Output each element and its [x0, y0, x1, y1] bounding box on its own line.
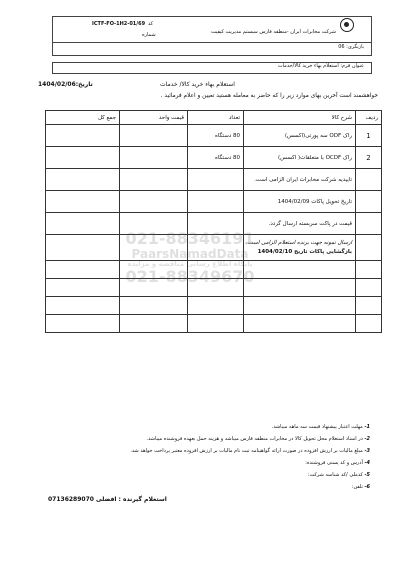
row-quantity: 80 دستگاه	[188, 147, 244, 169]
empty-cell	[356, 191, 382, 213]
request-date: تاریخ:1404/02/06	[38, 81, 93, 88]
empty-cell	[356, 213, 382, 235]
empty-cell	[244, 297, 356, 315]
header-unit-price: قیمت واحد	[120, 111, 188, 125]
table-row	[46, 125, 382, 147]
table-row	[46, 191, 382, 213]
note-line: تاییدیه شرکت مخابرات ایران الزامی است.	[244, 169, 356, 191]
note-text: مبلغ مالیات بر ارزش افزوده در صورت ارائه گواهینامه ثبت نام مالیات بر ارزش افزوده معتبر پرداخت خواهد شد.	[130, 448, 363, 454]
note-number: 3-	[364, 448, 370, 454]
form-title: عنوان فرم: استعلام بهاء خرید کالا/خدمات	[277, 63, 364, 69]
edition-label: شماره	[142, 32, 156, 38]
empty-cell	[356, 235, 382, 261]
empty-cell	[356, 279, 382, 297]
watermark-brand: PaarsNamadData	[131, 246, 249, 261]
company-name: شرکت مخابرات ایران -منطقه فارس سیستم مدیریت کیفیت	[211, 29, 336, 35]
note-line: ارسال نمونه جهت برنده استعلام الزامی است.	[246, 239, 352, 246]
note-text: کدملی /کد شناسه شرکت:	[307, 472, 363, 478]
row-total	[46, 147, 120, 169]
note-number: 6-	[364, 484, 370, 490]
code-label: کد	[148, 21, 154, 27]
row-unit-price	[120, 125, 188, 147]
empty-cell	[188, 191, 244, 213]
header-description: شرح کالا	[244, 111, 356, 125]
header-quantity: تعداد	[188, 111, 244, 125]
note-number: 1-	[364, 424, 370, 430]
empty-cell	[46, 279, 120, 297]
note-line-pair	[244, 235, 356, 261]
empty-cell	[46, 169, 120, 191]
note-4	[305, 460, 370, 466]
table-header-row	[46, 111, 382, 125]
empty-cell	[188, 169, 244, 191]
note-5	[308, 472, 370, 478]
note-text: مهلت اعتبار پیشنهاد قیمت سه ماهه میباشد.	[271, 424, 363, 430]
watermark	[120, 230, 260, 320]
request-heading: استعلام بهاء خرید کالا/ خدمات	[160, 81, 235, 88]
empty-cell	[244, 261, 356, 279]
row-index: 1	[356, 125, 382, 147]
table-row	[46, 147, 382, 169]
header-divider	[52, 42, 372, 43]
note-2	[147, 436, 370, 442]
empty-cell	[46, 191, 120, 213]
row-unit-price	[120, 147, 188, 169]
empty-cell	[46, 213, 120, 235]
empty-cell	[356, 297, 382, 315]
company-logo-icon	[340, 18, 354, 32]
request-text: خواهشمند است آخرین بهای موارد زیر را که حاضر به معامله هستید تعیین و اعلام فرمائید .	[160, 93, 378, 99]
row-total	[46, 125, 120, 147]
empty-cell	[356, 261, 382, 279]
empty-cell	[244, 279, 356, 297]
note-text: آدرس و کد پستی فروشنده:	[305, 460, 363, 466]
note-number: 4-	[364, 460, 370, 466]
empty-cell	[120, 191, 188, 213]
empty-cell	[356, 315, 382, 333]
note-line: قیمت در پاکت سربسته ارسال گردد.	[244, 213, 356, 235]
note-text: در اسناد استعلام محل تحویل کالا در مخابرات منطقه فارس میباشد و هزینه حمل بعهده فروشنده میباشد.	[146, 436, 363, 442]
watermark-phone-2: 021-88349670	[125, 267, 255, 287]
empty-cell	[244, 315, 356, 333]
table-row	[46, 169, 382, 191]
row-description: راک OCDF با متعلقات( اکسس)	[244, 147, 356, 169]
empty-cell	[46, 235, 120, 261]
note-number: 2-	[364, 436, 370, 442]
row-quantity: 80 دستگاه	[188, 125, 244, 147]
header-index: ردیف	[356, 111, 382, 125]
note-number: 5-	[364, 472, 370, 478]
empty-cell	[46, 261, 120, 279]
note-1	[272, 424, 370, 430]
note-text: تلفن:	[351, 484, 363, 490]
note-3	[130, 448, 370, 454]
empty-cell	[46, 297, 120, 315]
note-6	[352, 484, 370, 490]
header-total: جمع کل	[46, 111, 120, 125]
empty-cell	[46, 315, 120, 333]
watermark-phone: 021-88346191	[125, 229, 255, 248]
row-description: راک ODF سه پورتی(اکسس)	[244, 125, 356, 147]
revision: بازنگری: 06	[338, 44, 364, 50]
row-index: 2	[356, 147, 382, 169]
responder-info: استعلام گیرنده : افضلی 07136289070	[48, 496, 167, 503]
watermark-tagline: پایگاه اطلاع رسانی مناقصه و مزایده	[127, 259, 253, 268]
form-code: ICTF-FO-1H2-01/69	[92, 21, 146, 27]
empty-cell	[356, 169, 382, 191]
note-line: بازگشایی پاکات تاریخ 1404/02/10	[257, 248, 352, 255]
note-line: تاریخ تحویل پاکات 1404/02/09	[244, 191, 356, 213]
empty-cell	[120, 169, 188, 191]
